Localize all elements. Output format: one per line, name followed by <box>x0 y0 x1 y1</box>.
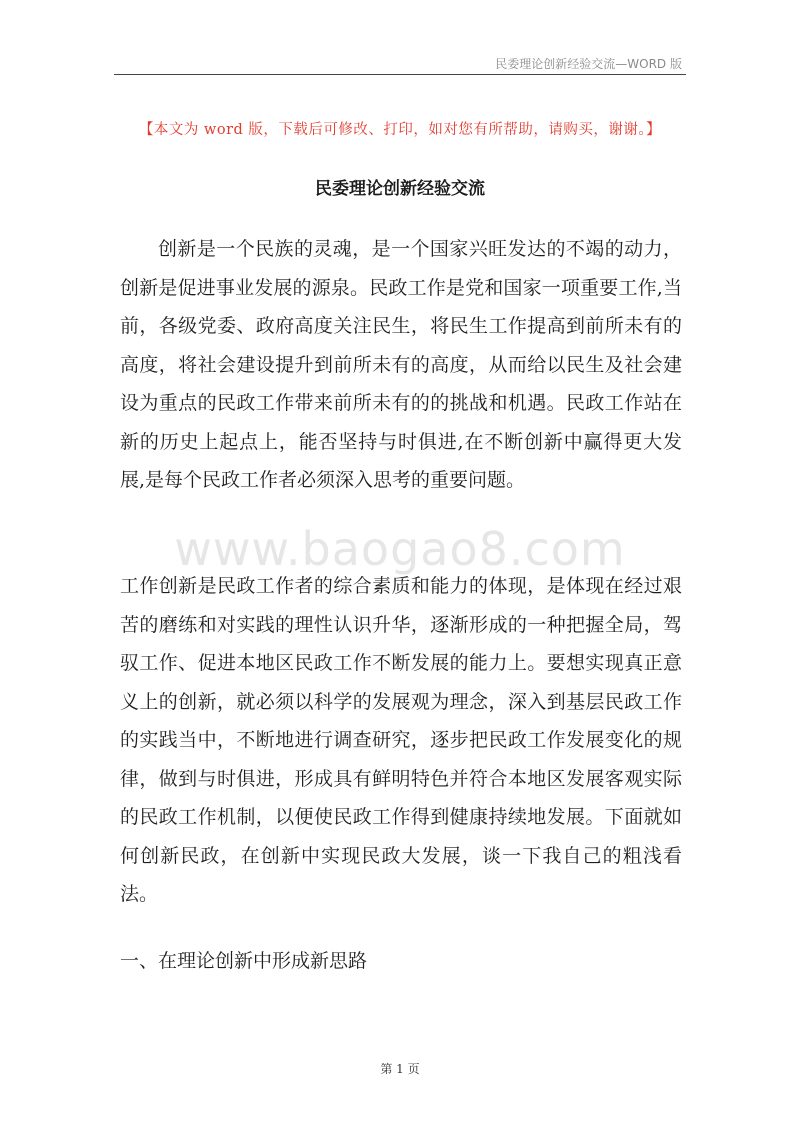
running-header: 民委理论创新经验交流—WORD 版 <box>495 57 682 71</box>
download-notice: 【本文为 word 版，下载后可修改、打印，如对您有所帮助，请购买，谢谢。】 <box>138 122 662 138</box>
document-title: 民委理论创新经验交流 <box>315 179 485 199</box>
section-heading-1: 一、在理论创新中形成新思路 <box>120 950 368 972</box>
body-paragraph-2: 工作创新是民政工作者的综合素质和能力的体现，是体现在经过艰苦的磨练和对实践的理性认识升华，逐渐形成的一种把握全局，驾驭工作、促进本地区民政工作不断发展的能力上。要想实现真正意义上的创新，就必须以科学的发展观为理念，深入到基层民政工作的实践当中，不断地进行调查研究，逐步把民政工作发展变化的规律，做到与时俱进，形成具有鲜明特色并符合本地区发展客观实际的民政工作机制，以便使民政工作得到健康持续地发展。下面就如何创新民政，在创新中实现民政大发展，谈一下我自己的粗浅看法。 <box>120 575 682 905</box>
page-number: 第 1 页 <box>380 1062 420 1076</box>
header-divider <box>114 74 686 75</box>
watermark: www.baogao8.com <box>174 522 626 576</box>
body-paragraph-1: 创新是一个民族的灵魂，是一个国家兴旺发达的不竭的动力，创新是促进事业发展的源泉。民政工作是党和国家一项重要工作,当前，各级党委、政府高度关注民生，将民生工作提高到前所未有的高度，将社会建设提升到前所未有的高度，从而给以民生及社会建设为重点的民政工作带来前所未有的的挑战和机遇。民政工作站在新的历史上起点上，能否坚持与时俱进,在不断创新中赢得更大发展,是每个民政工作者必须深入思考的重要问题。 <box>120 238 682 491</box>
